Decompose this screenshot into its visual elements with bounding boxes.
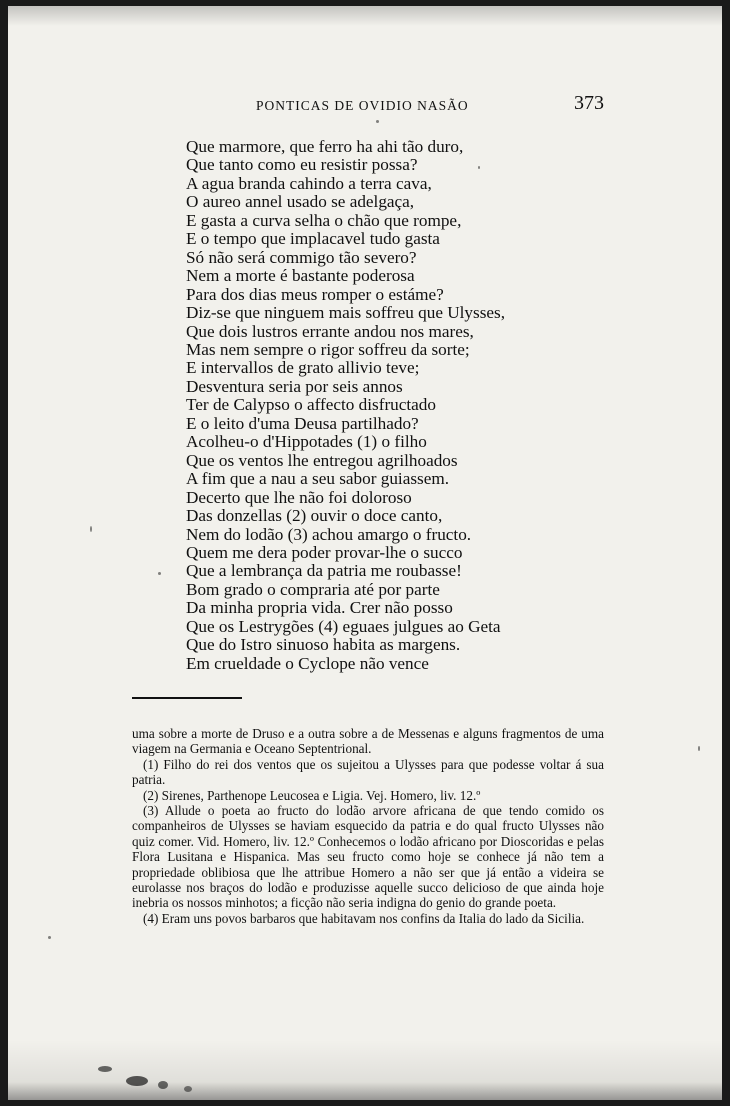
footnotes-block xyxy=(132,726,604,926)
verse-line: Quem me dera poder provar-lhe o succo xyxy=(186,542,463,562)
verse-line: Decerto que lhe não foi doloroso xyxy=(186,487,412,507)
footnote-3: (3) Allude o poeta ao fructo do lodão arvore africana de que tendo comido os companheiros de Ulysses se haviam esquecido da patria e do qual fructo Ulysses não quiz comer. Vid. Homero, liv. 12.º Conhecemos o lodão africano por Dioscoridas e pelas Flora Lusitana e Hispanica. Mas seu fructo como hoje se conhece já não tem a propriedade oblibiosa que lhe attribue Homero a não ser que já então a videira se eurolasse nos braços do lodão e produzisse aquelle succo delicioso de que ainda hoje inebria os nossos minhotos; a ficção não seria indigna do genio do grande poeta. xyxy=(132,803,604,911)
footnote-separator-rule xyxy=(132,697,242,699)
verse-line: Em crueldade o Cyclope não vence xyxy=(186,653,429,673)
verse-line: Diz-se que ninguem mais soffreu que Ulysses, xyxy=(186,303,506,323)
verse-line: Que do Istro sinuoso habita as margens. xyxy=(186,635,461,655)
scan-speck xyxy=(90,526,92,532)
scan-shadow-top xyxy=(8,6,722,26)
running-title: PONTICAS DE OVIDIO NASÃO xyxy=(256,98,469,113)
verse-line: Acolheu-o d'Hippotades (1) o filho xyxy=(186,432,427,452)
verse-line: Que os ventos lhe entregou agrilhoados xyxy=(186,450,458,470)
book-page xyxy=(8,6,722,1100)
verse-line: Que marmore, que ferro ha ahi tão duro, xyxy=(186,137,464,156)
verse-line: E intervallos de grato allivio teve; xyxy=(186,358,420,378)
footnote-1: (1) Filho do rei dos ventos que os sujeitou a Ulysses para que podesse voltar á sua patria. xyxy=(132,756,604,788)
verse-line: A agua branda cahindo a terra cava, xyxy=(186,173,432,193)
page-number: 373 xyxy=(574,92,604,114)
verse-block xyxy=(186,138,586,673)
verse-line: Nem a morte é bastante poderosa xyxy=(186,266,415,286)
verse-line: Mas nem sempre o rigor soffreu da sorte; xyxy=(186,339,470,359)
verse-line: E gasta a curva selha o chão que rompe, xyxy=(186,210,462,230)
verse-line: Que os Lestrygões (4) eguaes julgues ao Geta xyxy=(186,616,501,636)
scan-shadow-bottom xyxy=(8,1040,722,1100)
verse-line: Desventura seria por seis annos xyxy=(186,376,403,396)
scan-speck xyxy=(698,746,700,751)
footnote-4: (4) Eram uns povos barbaros que habitavam nos confins da Italia do lado da Sicilia. xyxy=(143,910,585,926)
verse-line: Que a lembrança da patria me roubasse! xyxy=(186,561,462,581)
verse-line: Que dois lustros errante andou nos mares, xyxy=(186,321,474,341)
verse-line: Ter de Calypso o affecto disfructado xyxy=(186,395,436,415)
scan-speck xyxy=(478,166,480,169)
verse-line: Bom grado o compraria até por parte xyxy=(186,579,440,599)
page-header xyxy=(8,92,722,118)
verse-line: Nem do lodão (3) achou amargo o fructo. xyxy=(186,524,472,544)
footnote-2: (2) Sirenes, Parthenope Leucosea e Ligia. Vej. Homero, liv. 12.º xyxy=(143,787,481,803)
verse-line: Da minha propria vida. Crer não posso xyxy=(186,598,453,618)
scan-speck xyxy=(376,120,379,123)
verse-line: A fim que a nau a seu sabor guiassem. xyxy=(186,469,449,489)
verse-line: Que tanto como eu resistir possa? xyxy=(186,155,418,175)
footnote-continuation: uma sobre a morte de Druso e a outra sobre a de Messenas e alguns fragmentos de uma viagem na Germania e Oceano Septentrional. xyxy=(132,726,604,757)
scan-speck xyxy=(158,572,161,575)
verse-line: E o tempo que implacavel tudo gasta xyxy=(186,229,440,249)
verse-line: O aureo annel usado se adelgaça, xyxy=(186,192,415,212)
verse-line: Das donzellas (2) ouvir o doce canto, xyxy=(186,506,443,526)
scan-speck xyxy=(48,936,51,939)
verse-line: Só não será commigo tão severo? xyxy=(186,247,417,267)
verse-line: Para dos dias meus romper o estáme? xyxy=(186,284,444,304)
verse-line: E o leito d'uma Deusa partilhado? xyxy=(186,413,419,433)
